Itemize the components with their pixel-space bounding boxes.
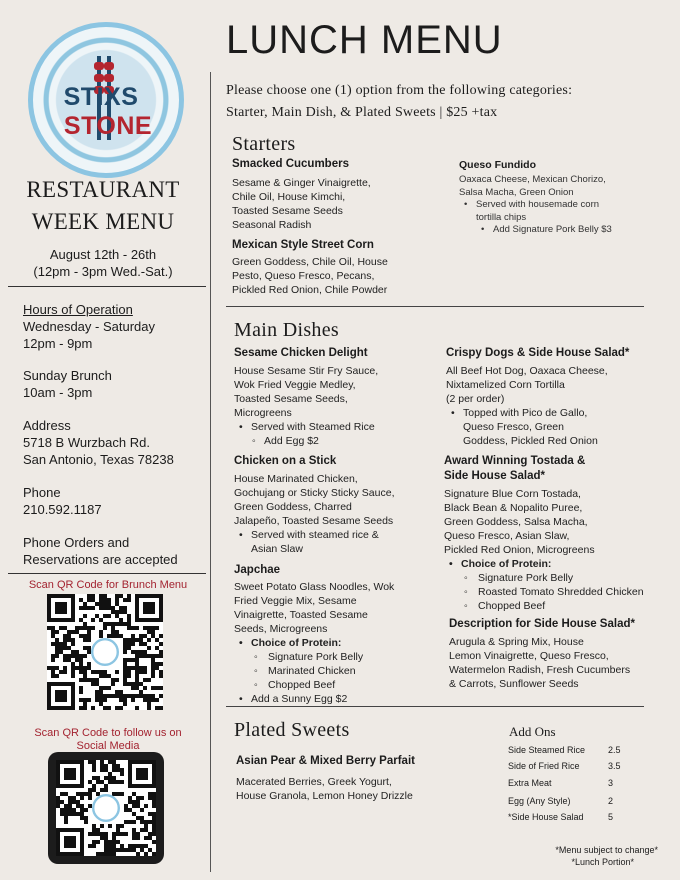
item-desc: Sweet Potato Glass Noodles, Wok Fried Veggie Mix, Sesame Vinaigrette, Toasted Sesame Seeds, Microgreens	[234, 581, 395, 635]
restaurant-week-title	[10, 174, 196, 238]
addon-row: Side Steamed Rice 2.5	[508, 745, 621, 755]
intro-line-2: Starter, Main Dish, & Plated Sweets | $25 +tax	[226, 105, 498, 120]
item-name: Queso Fundido	[459, 159, 536, 171]
item-bullets	[444, 557, 660, 571]
hours-time: 12pm - 9pm	[23, 336, 93, 351]
protein-label: • Choice of Protein:	[444, 557, 660, 571]
addon-row: Egg (Any Style) 2	[508, 796, 614, 806]
item-desc: Sesame & Ginger Vinaigrette, Chile Oil, House Kimchi, Toasted Sesame Seeds Seasonal Radish	[232, 177, 371, 231]
qr-social-label-line-2: Social Media	[76, 740, 140, 752]
address-heading: Address	[23, 418, 71, 433]
orders-line-2: Reservations are accepted	[23, 552, 178, 567]
footnote-lunch-portion: *Lunch Portion*	[571, 857, 634, 867]
starter-smacked-cucumbers	[232, 157, 442, 232]
phone-block	[23, 484, 203, 518]
protein-option: ◦ Marinated Chicken	[234, 664, 446, 678]
sub-bullet: • Add Signature Pork Belly $3	[476, 224, 659, 237]
dates-line-2: (12pm - 3pm Wed.-Sat.)	[33, 264, 173, 279]
item-name: Japchae	[234, 564, 281, 576]
item-extra	[234, 692, 446, 706]
logo-right-word: STONE	[63, 112, 153, 140]
qr-social-label	[10, 727, 206, 753]
addons-heading: Add Ons	[509, 724, 556, 739]
event-dates	[10, 246, 196, 280]
address-line-2: San Antonio, Texas 78238	[23, 452, 174, 467]
left-divider	[8, 286, 206, 287]
mains-divider	[226, 706, 644, 707]
bullet: • Served with steamed rice & Asian Slaw	[234, 528, 446, 556]
item-name: Mexican Style Street Corn	[232, 239, 374, 251]
qr-social-code[interactable]	[56, 760, 156, 856]
protein-options	[234, 650, 446, 692]
item-bullets	[234, 528, 446, 556]
addon-row: Side of Fried Rice 3.5	[508, 761, 621, 771]
footnote-menu-change: *Menu subject to change*	[555, 845, 658, 855]
addon-row: *Side House Salad 5	[508, 812, 614, 822]
item-bullets	[234, 420, 444, 434]
logo-left-word: STIXS	[63, 83, 139, 111]
item-name: Chicken on a Stick	[234, 455, 337, 467]
title-line-1: RESTAURANT	[26, 177, 180, 202]
protein-option: ◦ Signature Pork Belly	[234, 650, 446, 664]
sweets-heading: Plated Sweets	[234, 719, 350, 741]
address-line-1: 5718 B Wurzbach Rd.	[23, 435, 150, 450]
intro-line-1: Please choose one (1) option from the following categories:	[226, 83, 573, 98]
starters-divider	[226, 306, 644, 307]
item-bullets	[446, 406, 660, 448]
protein-label: • Choice of Protein:	[234, 636, 446, 650]
item-bullets	[234, 636, 446, 650]
item-name: Sesame Chicken Delight	[234, 347, 368, 359]
main-japchae	[234, 563, 446, 706]
bullet: • Add a Sunny Egg $2	[234, 692, 446, 706]
logo-wordmark	[26, 83, 190, 141]
starters-heading: Starters	[232, 133, 296, 155]
qr-social-frame	[48, 752, 164, 864]
qr-brunch-label: Scan QR Code for Brunch Menu	[28, 579, 188, 591]
qr-brunch-code[interactable]	[47, 594, 163, 710]
main-sesame-chicken	[234, 346, 444, 448]
sweet-parfait	[236, 754, 476, 803]
hours-block	[23, 301, 203, 352]
item-name: Asian Pear & Mixed Berry Parfait	[236, 755, 415, 767]
main-crispy-dogs	[446, 346, 660, 448]
main-award-tostada	[444, 454, 660, 613]
item-name: Crispy Dogs & Side House Salad*	[446, 347, 630, 359]
column-divider	[210, 72, 211, 872]
left-divider-2	[8, 573, 206, 574]
item-desc: House Sesame Stir Fry Sauce, Wok Fried Veggie Medley, Toasted Sesame Seeds, Microgreens	[234, 365, 379, 419]
orders-line-1: Phone Orders and	[23, 535, 130, 550]
orders-block	[23, 534, 213, 568]
item-desc: Oaxaca Cheese, Mexican Chorizo, Salsa Macha, Green Onion	[459, 174, 606, 198]
protein-options	[444, 571, 660, 613]
item-desc: Macerated Berries, Greek Yogurt, House Granola, Lemon Honey Drizzle	[236, 776, 413, 802]
item-name: Smacked Cucumbers	[232, 158, 349, 170]
brunch-heading: Sunday Brunch	[23, 368, 112, 383]
item-name: Award Winning Tostada & Side House Salad*	[444, 455, 586, 482]
protein-option: ◦ Chopped Beef	[234, 678, 446, 692]
item-desc: Green Goddess, Chile Oil, House Pesto, Queso Fresco, Pecans, Pickled Red Onion, Chile Powder	[232, 256, 388, 296]
address-block	[23, 417, 203, 468]
title-line-2: WEEK MENU	[31, 209, 175, 234]
dates-line-1: August 12th - 26th	[49, 247, 157, 262]
item-desc: Arugula & Spring Mix, House Lemon Vinaigrette, Queso Fresco, Watermelon Radish, Fresh Cucumbers & Carrots, Sunflower Seeds	[449, 636, 631, 690]
item-bullets	[459, 199, 659, 224]
menu-title: LUNCH MENU	[226, 18, 503, 62]
sub-bullet: ◦ Add Egg $2	[234, 434, 444, 448]
item-sub-bullets	[234, 434, 444, 448]
bullet: • Topped with Pico de Gallo, Queso Fresco, Green Goddess, Pickled Red Onion	[446, 406, 660, 448]
mains-heading: Main Dishes	[234, 319, 339, 341]
starter-street-corn	[232, 238, 442, 297]
phone-heading: Phone	[23, 485, 61, 500]
hours-heading: Hours of Operation	[23, 302, 133, 317]
bullet: • Served with housemade corn tortilla chips	[459, 199, 659, 224]
qr-social-label-line-1: Scan QR Code to follow us on	[34, 727, 182, 739]
addon-row: Extra Meat 3	[508, 778, 614, 788]
item-name: Description for Side House Salad*	[449, 618, 635, 630]
hours-days: Wednesday - Saturday	[23, 319, 155, 334]
item-desc: Signature Blue Corn Tostada, Black Bean & Nopalito Puree, Green Goddess, Salsa Macha, Queso Fresco, Asian Slaw, Pickled Red Onion, Microgreens	[444, 488, 595, 556]
main-chicken-on-a-stick	[234, 454, 446, 556]
protein-option: ◦ Signature Pork Belly	[444, 571, 660, 585]
item-desc: House Marinated Chicken, Gochujang or Sticky Sticky Sauce, Green Goddess, Charred Jalapeño, Toasted Sesame Seeds	[234, 473, 395, 527]
side-house-salad-description	[449, 617, 663, 691]
protein-option: ◦ Chopped Beef	[444, 599, 660, 613]
phone-number[interactable]: 210.592.1187	[23, 502, 102, 517]
item-sub-bullets	[459, 224, 659, 237]
bullet: • Served with Steamed Rice	[234, 420, 444, 434]
starter-queso-fundido	[459, 158, 659, 237]
brunch-block	[23, 367, 203, 401]
protein-option: ◦ Roasted Tomato Shredded Chicken	[444, 585, 660, 599]
item-desc: All Beef Hot Dog, Oaxaca Cheese, Nixtamelized Corn Tortilla (2 per order)	[446, 365, 608, 405]
brunch-time: 10am - 3pm	[23, 385, 93, 400]
menu-intro	[226, 80, 666, 124]
